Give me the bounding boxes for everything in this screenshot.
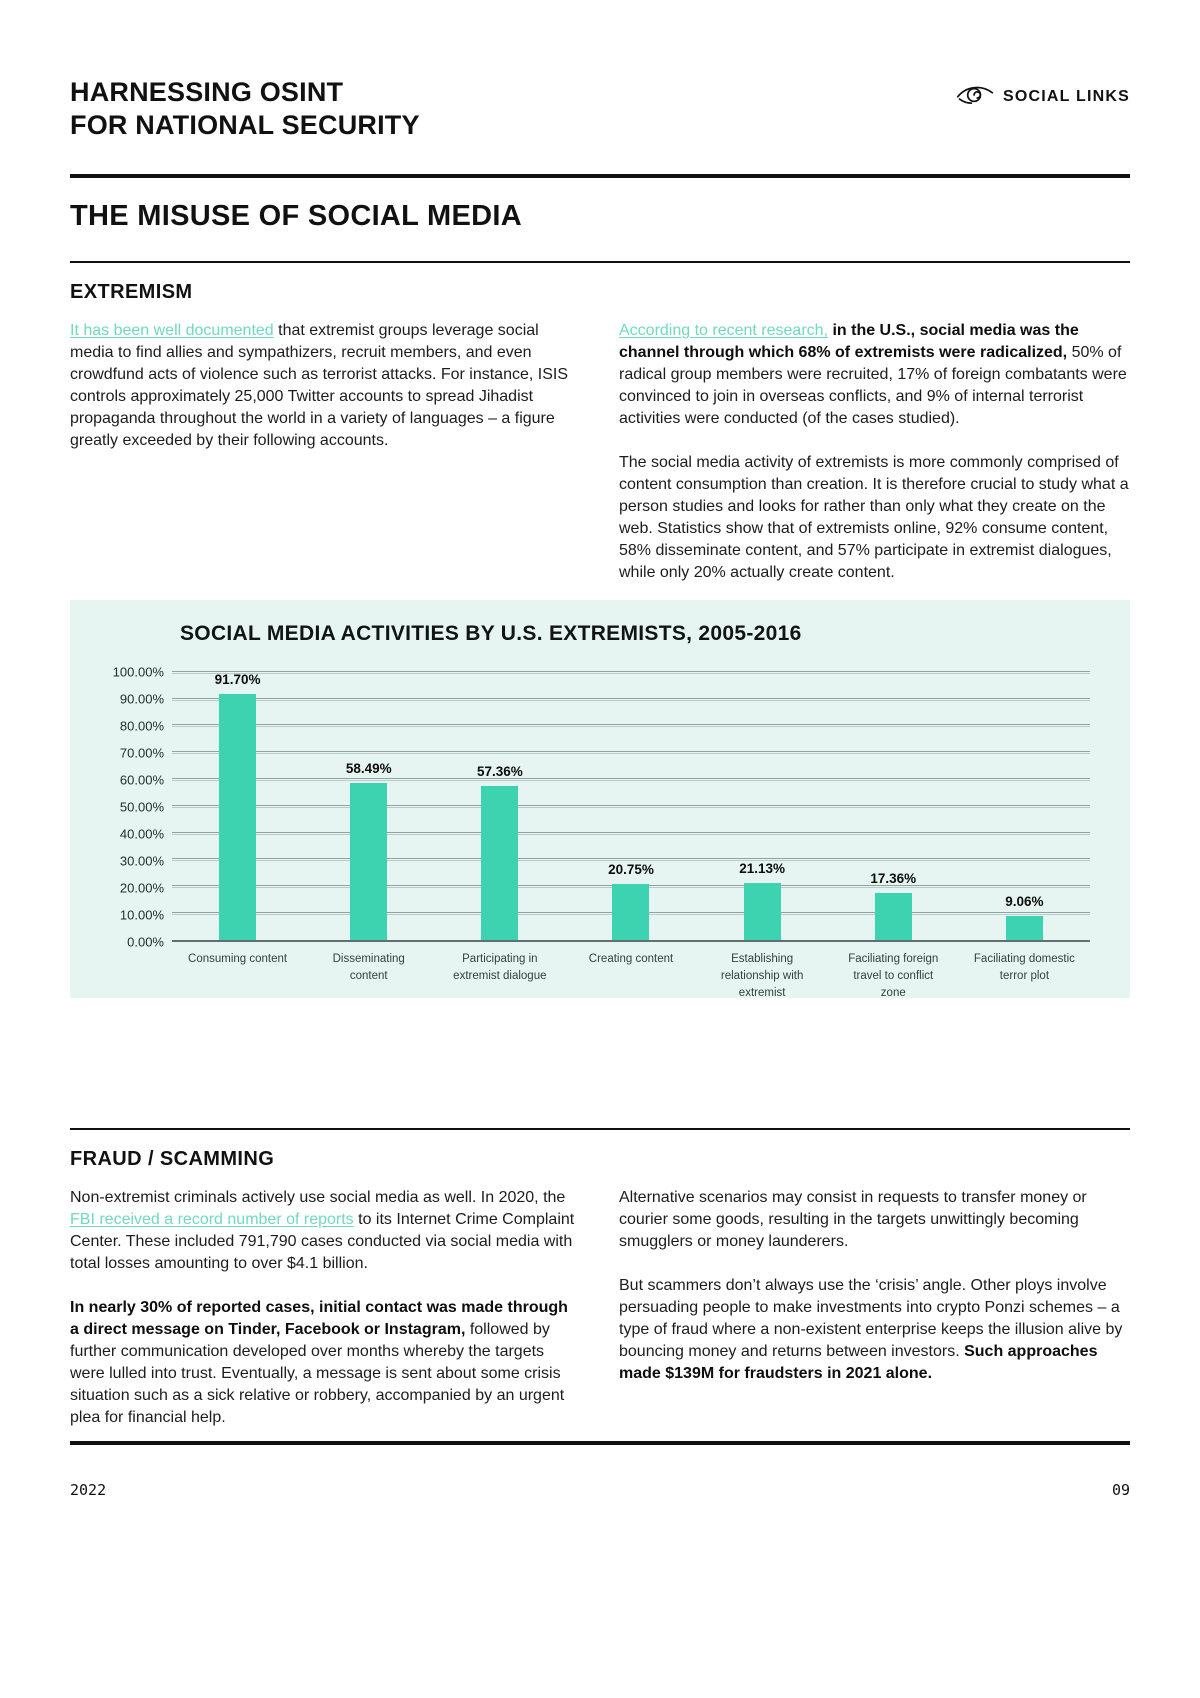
paragraph: [619, 1275, 1130, 1385]
report-title-line1: HARNESSING OSINT: [70, 77, 344, 107]
paragraph: [619, 1187, 1130, 1253]
bars-group: [172, 672, 1090, 940]
text-run: followed by further communication developed over months whereby the targets were lulled into trust. Eventually, a message is sent about some crisis situation such as a sick relative or robbery, accompanied by an urgent plea for financial help.: [70, 1320, 565, 1426]
bar-chart: [70, 600, 1130, 998]
y-tick-label: 100.00%: [112, 664, 164, 680]
bar-value-label: 17.36%: [870, 871, 917, 887]
footer-page-number: 09: [1111, 1480, 1130, 1499]
bar-value-label: 21.13%: [739, 861, 786, 877]
bar: [350, 783, 387, 940]
extremism-columns: [70, 320, 1130, 584]
bar-column: [172, 672, 303, 940]
bar-value-label: 91.70%: [214, 672, 261, 688]
divider-extremism: [70, 261, 1130, 263]
bar-value-label: 57.36%: [476, 764, 523, 780]
x-category-label: Establishing relationship with extremist: [720, 952, 804, 1000]
bar: [481, 786, 518, 940]
y-tick-label: 40.00%: [119, 826, 164, 842]
bold-text: Such approaches made $139M for fraudsters in 2021 alone.: [619, 1342, 1098, 1382]
bar-column: [697, 672, 828, 940]
paragraph: [619, 320, 1130, 430]
bar: [219, 694, 256, 940]
extremism-left-column: [70, 320, 581, 584]
text-run: to its Internet Crime Complaint Center. These included 791,790 cases conducted via social media with total losses amounting to over $4.1 billion.: [70, 1210, 575, 1272]
paragraph: [70, 1297, 581, 1429]
text-run: The social media activity of extremists is more commonly comprised of content consumption than creation. It is therefore crucial to study what a person studies and looks for rather than only what they create on the web. Statistics show that of extremists online, 92% consume content, 58% disseminate content, and 57% participate in extremist dialogues, while only 20% actually create content.: [619, 453, 1129, 581]
y-tick-label: 80.00%: [119, 718, 164, 734]
brand-logo: [955, 82, 1130, 112]
chart-y-axis: [82, 664, 172, 950]
bar-value-label: 58.49%: [345, 761, 392, 777]
y-tick-label: 60.00%: [119, 772, 164, 788]
text-run: 50% of radical group members were recruited, 17% of foreign combatants were convinced to join in overseas conflicts, and 9% of internal terrorist activities were conducted (of the cases studied).: [619, 343, 1127, 427]
inline-link[interactable]: FBI received a record number of reports: [70, 1210, 354, 1228]
text-run: that extremist groups leverage social media to find allies and sympathizers, recruit members, and even crowdfund acts of violence such as terrorist attacks. For instance, ISIS controls approximately 25,000 Twitter accounts to spread Jihadist propaganda throughout the world in a variety of languages – a figure greatly exceeded by their following accounts.: [70, 321, 568, 449]
x-category-label: Faciliating foreign travel to conflict zone: [848, 952, 939, 1000]
x-category-label: Creating content: [588, 952, 674, 965]
text-run: Alternative scenarios may consist in requests to transfer money or courier some goods, resulting in the targets unwittingly becoming smugglers or money launderers.: [619, 1188, 1087, 1250]
bar-column: [303, 672, 434, 940]
text-run: Non-extremist criminals actively use social media as well. In 2020, the: [70, 1188, 566, 1206]
y-tick-label: 70.00%: [119, 745, 164, 761]
divider-footer: [70, 1441, 1130, 1445]
page-title: THE MISUSE OF SOCIAL MEDIA: [70, 199, 522, 232]
bar: [612, 884, 649, 940]
inline-link[interactable]: It has been well documented: [70, 321, 274, 339]
divider-header: [70, 174, 1130, 178]
eye-icon: [955, 82, 995, 112]
text-run: But scammers don’t always use the ‘crisis’ angle. Other ploys involve persuading people to make investments into crypto Ponzi schemes – a type of fraud where a non-existent enterprise keeps the illusion alive by bouncing money and returns between investors.: [619, 1276, 1123, 1360]
paragraph: [619, 452, 1130, 584]
bar: [1006, 916, 1043, 940]
y-tick-label: 20.00%: [119, 880, 164, 896]
page-footer: [70, 1481, 1130, 1499]
x-category-label: Disseminating content: [332, 952, 405, 983]
page-header: [70, 0, 1130, 142]
chart-x-labels: [172, 942, 1090, 1003]
x-category-label: Consuming content: [188, 952, 288, 965]
report-title-line2: FOR NATIONAL SECURITY: [70, 109, 420, 140]
footer-year: 2022: [70, 1480, 107, 1499]
bar-column: [828, 672, 959, 940]
bar-column: [959, 672, 1090, 940]
paragraph: [70, 1187, 581, 1275]
bar-column: [565, 672, 696, 940]
extremism-right-column: [619, 320, 1130, 584]
x-category-label: Participating in extremist dialogue: [453, 952, 547, 983]
bold-text: In nearly 30% of reported cases, initial contact was made through a direct message on Tinder, Facebook or Instagram,: [70, 1298, 568, 1338]
y-tick-label: 30.00%: [119, 853, 164, 869]
report-title: [70, 76, 420, 142]
chart-plot: [172, 672, 1090, 942]
y-tick-label: 10.00%: [119, 907, 164, 923]
bar: [744, 883, 781, 940]
bar-column: [434, 672, 565, 940]
fraud-columns: [70, 1187, 1130, 1429]
divider-fraud: [70, 1128, 1130, 1130]
bar: [875, 893, 912, 940]
section-heading-extremism: EXTREMISM: [70, 280, 193, 303]
bar-value-label: 9.06%: [1005, 893, 1044, 909]
paragraph: [70, 320, 581, 452]
y-tick-label: 90.00%: [119, 691, 164, 707]
chart-title: SOCIAL MEDIA ACTIVITIES BY U.S. EXTREMISTS, 2005-2016: [180, 621, 802, 645]
section-heading-fraud: FRAUD / SCAMMING: [70, 1147, 275, 1170]
x-category-label: Faciliating domestic terror plot: [973, 952, 1075, 983]
fraud-left-column: [70, 1187, 581, 1429]
bar-value-label: 20.75%: [608, 862, 654, 878]
brand-name: SOCIAL LINKS: [1002, 88, 1130, 105]
chart-plot-area: [82, 664, 1090, 950]
bold-text: in the U.S., social media was the channel through which 68% of extremists were radicalized,: [619, 321, 1079, 361]
y-tick-label: 0.00%: [127, 934, 164, 950]
y-tick-label: 50.00%: [119, 799, 164, 815]
fraud-right-column: [619, 1187, 1130, 1429]
inline-link[interactable]: According to recent research,: [619, 321, 828, 339]
